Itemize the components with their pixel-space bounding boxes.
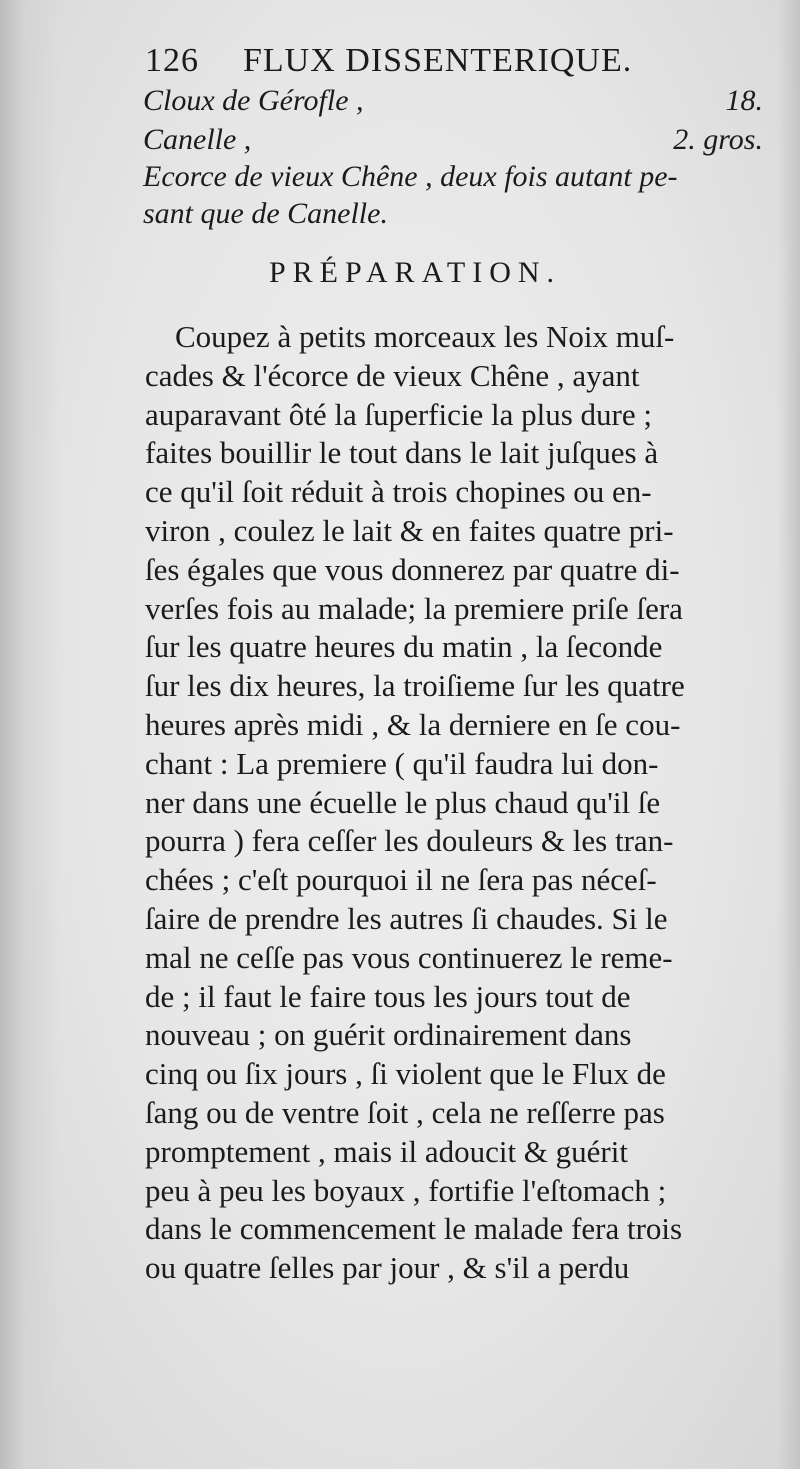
page-number: 126 (145, 42, 199, 79)
body-line: de ; il faut le faire tous les jours tout de (145, 978, 631, 1014)
body-line: cades & l'écorce de vieux Chêne , ayant (145, 357, 640, 393)
ingredient-name: Canelle , (143, 123, 252, 156)
ingredient-note-line: Ecorce de vieux Chêne , deux fois autant pe- (143, 160, 678, 193)
body-line: ſes égales que vous donnerez par quatre di- (145, 551, 680, 587)
body-line: nouveau ; on guérit ordinairement dans (145, 1017, 632, 1053)
body-line: verſes fois au malade; la premiere priſe ſera (145, 590, 683, 626)
body-line: ſur les dix heures, la troiſieme ſur les quatre (145, 668, 685, 704)
body-line: peu à peu les boyaux , fortifie l'eſtomach ; (145, 1172, 667, 1208)
body-line: dans le commencement le malade fera trois (145, 1211, 683, 1247)
body-line: ſur les quatre heures du matin , la ſeconde (145, 629, 663, 665)
body-line: auparavant ôté la ſuperficie la plus dure ; (145, 396, 652, 432)
body-line: ou quatre ſelles par jour , & s'il a perdu (145, 1250, 630, 1286)
ingredient-quantity: 2. gros. (673, 123, 763, 156)
body-line: ner dans une écuelle le plus chaud qu'il ſe (145, 784, 661, 820)
page-spine-shadow (0, 0, 60, 1469)
body-line: mal ne ceſſe pas vous continuerez le reme- (145, 939, 673, 975)
ingredient-name: Cloux de Gérofle , (143, 84, 364, 117)
body-line: ſaire de prendre les autres ſi chaudes. Si le (145, 901, 668, 936)
ingredient-quantity: 18. (725, 84, 763, 117)
body-line: chant : La premiere ( qu'il faudra lui don- (145, 745, 659, 781)
ingredient-note-line: sant que de Canelle. (143, 197, 388, 230)
body-line: ſang ou de ventre ſoit , cela ne reſſerre pas (145, 1095, 665, 1130)
body-line: ce qu'il ſoit réduit à trois chopines ou en- (145, 474, 652, 510)
body-line: faites bouillir le tout dans le lait juſques à (145, 435, 659, 471)
running-header (145, 38, 765, 88)
body-line: pourra ) fera ceſſer les douleurs & les tran- (145, 823, 674, 859)
page-edge-shadow (778, 0, 800, 1469)
section-heading: PRÉPARATION. (268, 256, 562, 289)
running-title: FLUX DISSENTERIQUE. (243, 42, 633, 79)
body-line: cinq ou ſix jours , ſi violent que le Flux de (145, 1056, 666, 1092)
body-line: viron , coulez le lait & en faites quatre pri- (145, 513, 674, 548)
body-line: promptement , mais il adoucit & guérit (145, 1133, 628, 1169)
body-line: Coupez à petits morceaux les Noix muſ- (175, 319, 675, 354)
body-line: heures après midi , & la derniere en ſe cou- (145, 707, 681, 742)
body-line: chées ; c'eſt pourquoi il ne ſera pas néceſ- (145, 862, 657, 898)
ingredient-line (143, 123, 763, 163)
ingredient-line (143, 84, 763, 124)
